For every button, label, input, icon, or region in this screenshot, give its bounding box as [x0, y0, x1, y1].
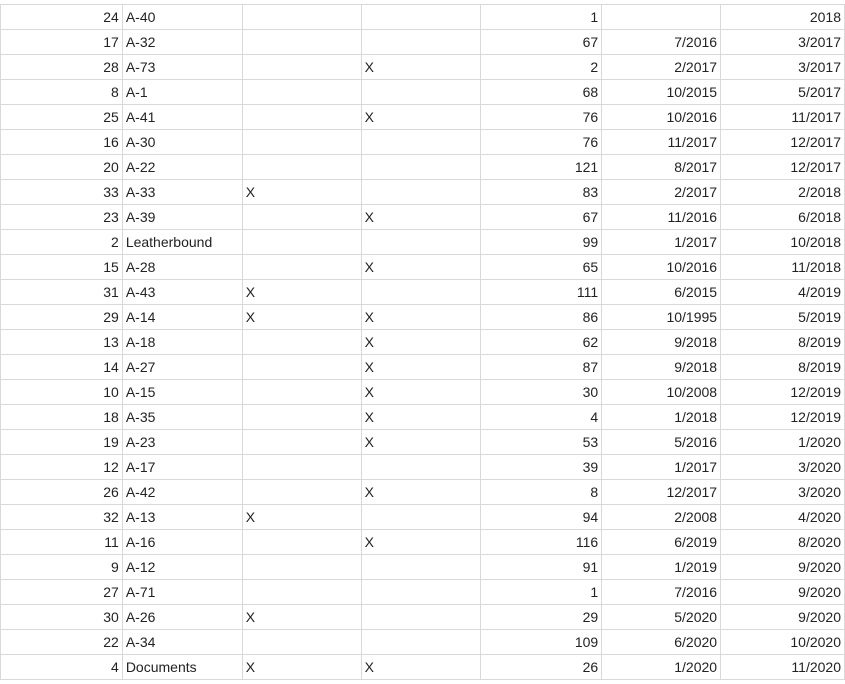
cell-end-date[interactable]: 3/2017 [721, 30, 845, 55]
cell-mark-1[interactable]: X [242, 305, 361, 330]
cell-count[interactable]: 109 [481, 630, 602, 655]
cell-mark-2[interactable]: X [361, 355, 481, 380]
cell-name[interactable]: A-22 [122, 155, 242, 180]
cell-name[interactable]: A-33 [122, 180, 242, 205]
table-row [1, 655, 845, 680]
cell-mark-2[interactable] [361, 230, 481, 255]
cell-end-date[interactable]: 5/2019 [721, 305, 845, 330]
cell-count[interactable]: 87 [481, 355, 602, 380]
cell-name[interactable]: A-12 [122, 555, 242, 580]
cell-end-date[interactable]: 2018 [721, 5, 845, 30]
cell-end-date[interactable]: 1/2020 [721, 430, 845, 455]
cell-id[interactable]: 12 [1, 455, 123, 480]
cell-mark-2[interactable] [361, 155, 481, 180]
cell-name[interactable]: A-32 [122, 30, 242, 55]
cell-mark-2[interactable]: X [361, 480, 481, 505]
cell-end-date[interactable]: 11/2020 [721, 655, 845, 680]
cell-mark-2[interactable]: X [361, 105, 481, 130]
cell-name[interactable]: A-1 [122, 80, 242, 105]
cell-end-date[interactable]: 3/2020 [721, 455, 845, 480]
cell-id[interactable]: 4 [1, 655, 123, 680]
cell-name[interactable]: A-35 [122, 405, 242, 430]
cell-id[interactable]: 26 [1, 480, 123, 505]
cell-mark-1[interactable]: X [242, 605, 361, 630]
cell-count[interactable]: 8 [481, 480, 602, 505]
cell-mark-2[interactable] [361, 30, 481, 55]
cell-count[interactable]: 76 [481, 105, 602, 130]
cell-mark-2[interactable]: X [361, 305, 481, 330]
cell-name[interactable]: A-73 [122, 55, 242, 80]
cell-count[interactable]: 94 [481, 505, 602, 530]
cell-name[interactable]: A-28 [122, 255, 242, 280]
cell-mark-1[interactable] [242, 230, 361, 255]
cell-id[interactable]: 9 [1, 555, 123, 580]
cell-mark-1[interactable] [242, 5, 361, 30]
table-row [1, 430, 845, 455]
cell-mark-2[interactable]: X [361, 405, 481, 430]
cell-mark-1[interactable] [242, 355, 361, 380]
cell-count[interactable]: 67 [481, 205, 602, 230]
cell-id[interactable]: 24 [1, 5, 123, 30]
cell-name[interactable]: A-15 [122, 380, 242, 405]
cell-start-date[interactable]: 10/2008 [602, 380, 721, 405]
cell-id[interactable]: 11 [1, 530, 123, 555]
cell-end-date[interactable]: 9/2020 [721, 555, 845, 580]
cell-name[interactable]: A-34 [122, 630, 242, 655]
table-row [1, 155, 845, 180]
cell-count[interactable]: 29 [481, 605, 602, 630]
cell-start-date[interactable]: 1/2017 [602, 230, 721, 255]
cell-id[interactable]: 28 [1, 55, 123, 80]
cell-end-date[interactable]: 10/2020 [721, 630, 845, 655]
cell-name[interactable]: Leatherbound [122, 230, 242, 255]
cell-mark-1[interactable] [242, 80, 361, 105]
cell-start-date[interactable]: 6/2019 [602, 530, 721, 555]
cell-mark-1[interactable] [242, 155, 361, 180]
cell-id[interactable]: 32 [1, 505, 123, 530]
cell-start-date[interactable]: 11/2016 [602, 205, 721, 230]
cell-count[interactable]: 91 [481, 555, 602, 580]
cell-mark-2[interactable]: X [361, 430, 481, 455]
cell-end-date[interactable]: 2/2018 [721, 180, 845, 205]
cell-id[interactable]: 15 [1, 255, 123, 280]
cell-end-date[interactable]: 11/2017 [721, 105, 845, 130]
cell-count[interactable]: 99 [481, 230, 602, 255]
cell-count[interactable]: 1 [481, 5, 602, 30]
cell-mark-2[interactable] [361, 130, 481, 155]
cell-id[interactable]: 14 [1, 355, 123, 380]
table-body [1, 5, 845, 680]
cell-end-date[interactable]: 12/2019 [721, 380, 845, 405]
cell-name[interactable]: A-39 [122, 205, 242, 230]
cell-mark-1[interactable] [242, 555, 361, 580]
cell-start-date[interactable]: 10/1995 [602, 305, 721, 330]
cell-start-date[interactable]: 1/2018 [602, 405, 721, 430]
cell-end-date[interactable]: 4/2020 [721, 505, 845, 530]
cell-end-date[interactable]: 10/2018 [721, 230, 845, 255]
cell-start-date[interactable]: 9/2018 [602, 355, 721, 380]
table-row [1, 230, 845, 255]
table-row [1, 605, 845, 630]
cell-id[interactable]: 30 [1, 605, 123, 630]
cell-start-date[interactable]: 7/2016 [602, 30, 721, 55]
cell-end-date[interactable]: 9/2020 [721, 580, 845, 605]
cell-mark-2[interactable] [361, 605, 481, 630]
cell-name[interactable]: A-26 [122, 605, 242, 630]
cell-mark-1[interactable] [242, 255, 361, 280]
table-row [1, 355, 845, 380]
cell-count[interactable]: 30 [481, 380, 602, 405]
cell-mark-1[interactable]: X [242, 655, 361, 680]
cell-end-date[interactable]: 3/2020 [721, 480, 845, 505]
table-row [1, 580, 845, 605]
cell-start-date[interactable]: 10/2016 [602, 105, 721, 130]
cell-start-date[interactable]: 5/2020 [602, 605, 721, 630]
cell-start-date[interactable]: 12/2017 [602, 480, 721, 505]
cell-end-date[interactable]: 11/2018 [721, 255, 845, 280]
cell-name[interactable]: A-71 [122, 580, 242, 605]
table-row [1, 555, 845, 580]
cell-start-date[interactable]: 1/2019 [602, 555, 721, 580]
cell-start-date[interactable]: 2/2017 [602, 180, 721, 205]
table-row [1, 205, 845, 230]
cell-mark-1[interactable] [242, 330, 361, 355]
table-row [1, 630, 845, 655]
table-row [1, 105, 845, 130]
cell-mark-1[interactable] [242, 130, 361, 155]
table-row [1, 5, 845, 30]
table-row [1, 455, 845, 480]
cell-mark-2[interactable] [361, 280, 481, 305]
cell-mark-1[interactable]: X [242, 505, 361, 530]
cell-name[interactable]: A-16 [122, 530, 242, 555]
cell-end-date[interactable]: 8/2019 [721, 330, 845, 355]
cell-count[interactable]: 76 [481, 130, 602, 155]
cell-count[interactable]: 1 [481, 580, 602, 605]
cell-id[interactable]: 23 [1, 205, 123, 230]
cell-end-date[interactable]: 12/2017 [721, 155, 845, 180]
table-row [1, 130, 845, 155]
cell-start-date[interactable]: 2/2017 [602, 55, 721, 80]
cell-mark-2[interactable] [361, 555, 481, 580]
cell-name[interactable]: A-41 [122, 105, 242, 130]
cell-mark-1[interactable] [242, 55, 361, 80]
cell-mark-2[interactable]: X [361, 530, 481, 555]
cell-start-date[interactable]: 6/2015 [602, 280, 721, 305]
cell-mark-2[interactable] [361, 630, 481, 655]
table-row [1, 55, 845, 80]
cell-mark-2[interactable]: X [361, 255, 481, 280]
cell-id[interactable]: 13 [1, 330, 123, 355]
cell-mark-2[interactable] [361, 505, 481, 530]
cell-mark-2[interactable] [361, 5, 481, 30]
cell-mark-1[interactable] [242, 630, 361, 655]
cell-start-date[interactable]: 5/2016 [602, 430, 721, 455]
cell-id[interactable]: 22 [1, 630, 123, 655]
cell-id[interactable]: 8 [1, 80, 123, 105]
cell-mark-2[interactable] [361, 180, 481, 205]
cell-end-date[interactable]: 3/2017 [721, 55, 845, 80]
cell-count[interactable]: 53 [481, 430, 602, 455]
cell-mark-1[interactable] [242, 105, 361, 130]
cell-id[interactable]: 17 [1, 30, 123, 55]
cell-name[interactable]: A-27 [122, 355, 242, 380]
table-row [1, 405, 845, 430]
cell-count[interactable]: 67 [481, 30, 602, 55]
cell-end-date[interactable]: 12/2017 [721, 130, 845, 155]
cell-mark-1[interactable] [242, 530, 361, 555]
cell-id[interactable]: 16 [1, 130, 123, 155]
cell-id[interactable]: 10 [1, 380, 123, 405]
table-row [1, 80, 845, 105]
cell-start-date[interactable]: 11/2017 [602, 130, 721, 155]
cell-mark-2[interactable]: X [361, 330, 481, 355]
cell-start-date[interactable]: 8/2017 [602, 155, 721, 180]
data-table [0, 4, 845, 680]
cell-name[interactable]: A-23 [122, 430, 242, 455]
cell-start-date[interactable]: 10/2016 [602, 255, 721, 280]
cell-start-date[interactable]: 10/2015 [602, 80, 721, 105]
cell-name[interactable]: Documents [122, 655, 242, 680]
cell-mark-2[interactable] [361, 80, 481, 105]
cell-name[interactable]: A-43 [122, 280, 242, 305]
cell-mark-1[interactable] [242, 480, 361, 505]
cell-end-date[interactable]: 8/2020 [721, 530, 845, 555]
cell-end-date[interactable]: 12/2019 [721, 405, 845, 430]
cell-mark-2[interactable] [361, 455, 481, 480]
table-row [1, 30, 845, 55]
cell-mark-1[interactable] [242, 405, 361, 430]
cell-count[interactable]: 111 [481, 280, 602, 305]
cell-mark-1[interactable] [242, 205, 361, 230]
cell-start-date[interactable]: 1/2017 [602, 455, 721, 480]
cell-mark-1[interactable] [242, 455, 361, 480]
cell-start-date[interactable]: 1/2020 [602, 655, 721, 680]
cell-start-date[interactable]: 9/2018 [602, 330, 721, 355]
cell-count[interactable]: 4 [481, 405, 602, 430]
cell-name[interactable]: A-40 [122, 5, 242, 30]
table-row [1, 305, 845, 330]
cell-end-date[interactable]: 8/2019 [721, 355, 845, 380]
cell-id[interactable]: 18 [1, 405, 123, 430]
cell-count[interactable]: 62 [481, 330, 602, 355]
cell-count[interactable]: 2 [481, 55, 602, 80]
table-row [1, 505, 845, 530]
cell-start-date[interactable]: 2/2008 [602, 505, 721, 530]
cell-start-date[interactable] [602, 5, 721, 30]
cell-mark-1[interactable] [242, 430, 361, 455]
cell-name[interactable]: A-30 [122, 130, 242, 155]
cell-mark-2[interactable]: X [361, 380, 481, 405]
cell-count[interactable]: 65 [481, 255, 602, 280]
cell-id[interactable]: 33 [1, 180, 123, 205]
cell-name[interactable]: A-17 [122, 455, 242, 480]
cell-mark-1[interactable] [242, 380, 361, 405]
cell-mark-1[interactable]: X [242, 280, 361, 305]
cell-mark-2[interactable]: X [361, 55, 481, 80]
cell-id[interactable]: 29 [1, 305, 123, 330]
cell-id[interactable]: 19 [1, 430, 123, 455]
table-row [1, 280, 845, 305]
cell-count[interactable]: 86 [481, 305, 602, 330]
cell-count[interactable]: 68 [481, 80, 602, 105]
cell-id[interactable]: 2 [1, 230, 123, 255]
cell-mark-2[interactable]: X [361, 655, 481, 680]
cell-end-date[interactable]: 6/2018 [721, 205, 845, 230]
cell-end-date[interactable]: 9/2020 [721, 605, 845, 630]
cell-id[interactable]: 25 [1, 105, 123, 130]
cell-mark-1[interactable] [242, 30, 361, 55]
cell-count[interactable]: 39 [481, 455, 602, 480]
cell-start-date[interactable]: 7/2016 [602, 580, 721, 605]
table-row [1, 380, 845, 405]
table-row [1, 480, 845, 505]
cell-start-date[interactable]: 6/2020 [602, 630, 721, 655]
cell-id[interactable]: 27 [1, 580, 123, 605]
cell-end-date[interactable]: 5/2017 [721, 80, 845, 105]
table-row [1, 330, 845, 355]
cell-mark-2[interactable] [361, 580, 481, 605]
cell-mark-1[interactable]: X [242, 180, 361, 205]
cell-name[interactable]: A-18 [122, 330, 242, 355]
cell-count[interactable]: 116 [481, 530, 602, 555]
cell-count[interactable]: 121 [481, 155, 602, 180]
cell-name[interactable]: A-13 [122, 505, 242, 530]
cell-count[interactable]: 83 [481, 180, 602, 205]
cell-mark-1[interactable] [242, 580, 361, 605]
table-row [1, 180, 845, 205]
cell-id[interactable]: 31 [1, 280, 123, 305]
cell-end-date[interactable]: 4/2019 [721, 280, 845, 305]
table-row [1, 530, 845, 555]
cell-name[interactable]: A-14 [122, 305, 242, 330]
cell-id[interactable]: 20 [1, 155, 123, 180]
cell-count[interactable]: 26 [481, 655, 602, 680]
cell-name[interactable]: A-42 [122, 480, 242, 505]
table-row [1, 255, 845, 280]
cell-mark-2[interactable]: X [361, 205, 481, 230]
